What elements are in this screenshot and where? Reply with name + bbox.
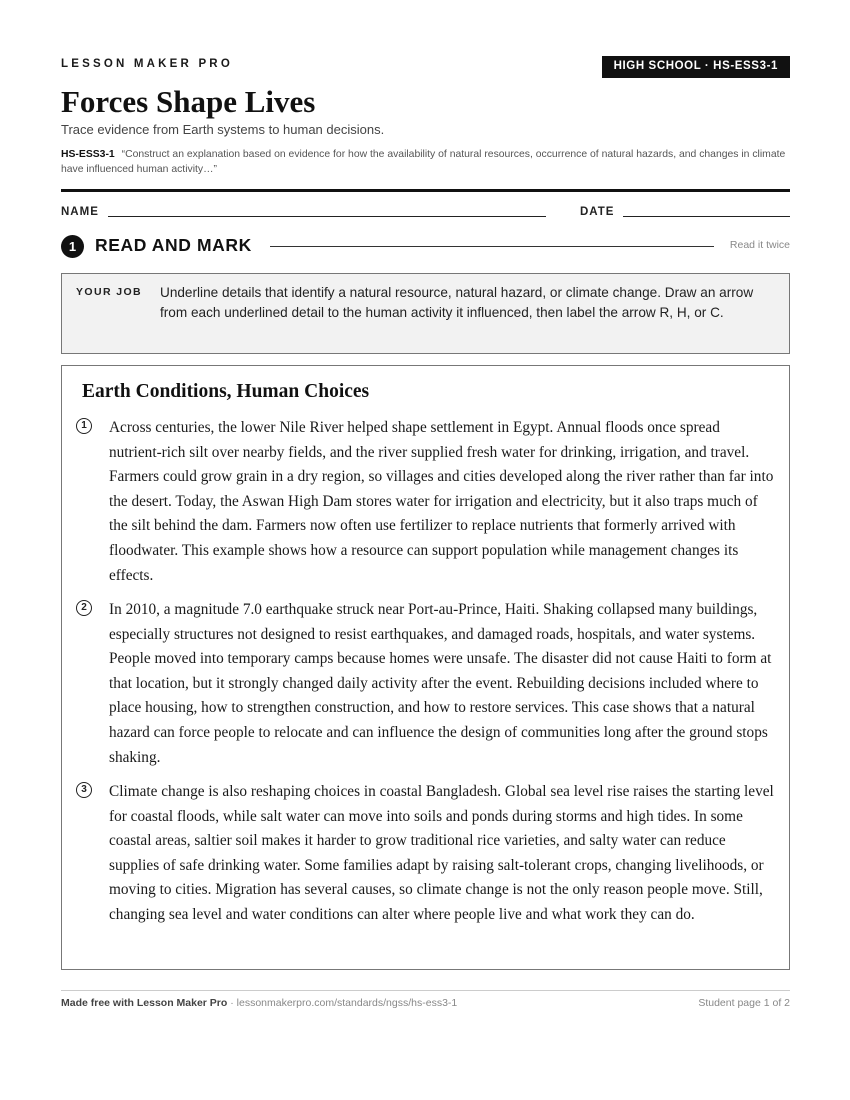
- worksheet-title: Forces Shape Lives: [61, 84, 316, 119]
- section-note: Read it twice: [729, 239, 790, 251]
- footer-url: · lessonmakerpro.com/standards/ngss/hs-ess3-1: [227, 997, 458, 1009]
- footer-credit: Made free with Lesson Maker Pro: [61, 997, 228, 1009]
- header-divider: [61, 189, 790, 192]
- step-number-badge: 1: [61, 235, 84, 258]
- standard-text: “Construct an explanation based on evidence for how the availability of natural resources, occurrence of natural hazards, and changes in climate have influenced human activity…”: [61, 149, 786, 175]
- standard-statement: [61, 147, 790, 177]
- student-info-fields: [61, 204, 790, 224]
- instructions-text: Underline details that identify a natural resource, natural hazard, or climate change. Draw an arrow from each underlined detail to the human activity it influenced, then label the arrow R, H, or C.: [160, 285, 754, 320]
- reading-title: Earth Conditions, Human Choices: [82, 381, 370, 402]
- instructions-label: YOUR JOB: [76, 286, 143, 298]
- section-title: READ AND MARK: [95, 235, 252, 255]
- brand-name: LESSON MAKER PRO: [61, 58, 233, 70]
- paragraph-text: In 2010, a magnitude 7.0 earthquake struck near Port-au-Prince, Haiti. Shaking collapsed many buildings, especially structures not designed to resist earthquakes, and damaged roads, hospitals, and water systems. People moved into temporary camps because homes were unsafe. The disaster did not cause Haiti to form at that location, but it strongly changed daily activity after the event. Rebuilding decisions included where to place housing, how to strengthen construction, and how to restore services. This case shows that a natural hazard can force people to relocate and can influence the design of communities long after the ground stops shaking.: [109, 601, 772, 766]
- standard-code: HS-ESS3-1: [61, 149, 115, 160]
- page-number: Student page 1 of 2: [698, 997, 790, 1009]
- instructions-box: [61, 273, 790, 354]
- top-bar: [61, 56, 790, 80]
- paragraph-number: 2: [76, 600, 92, 616]
- footer-divider: [61, 990, 790, 991]
- paragraph-number: 1: [76, 418, 92, 434]
- name-field[interactable]: [108, 216, 546, 217]
- name-label: NAME: [61, 206, 99, 218]
- paragraph-text: Across centuries, the lower Nile River helped shape settlement in Egypt. Annual floods once spread nutrient-rich silt over nearby fields, and the river supplied fresh water for drinking, irrigation, and travel. Farmers could grow grain in a dry region, so villages and cities developed along the river rather than far into the desert. Today, the Aswan High Dam stores water for irrigation and electricity, but it also traps much of the silt behind the dam. Farmers now often use fertilizer to replace nutrients that formerly arrived with floodwater. This example shows how a resource can support population while management changes its effects.: [109, 419, 774, 584]
- worksheet-subtitle: Trace evidence from Earth systems to human decisions.: [61, 122, 385, 137]
- reading-passage-box: [61, 365, 790, 970]
- paragraph-number: 3: [76, 782, 92, 798]
- paragraph-text: Climate change is also reshaping choices in coastal Bangladesh. Global sea level rise raises the starting level for coastal floods, while salt water can move into soils and ponds during storms and high tides. In some coastal areas, saltier soil makes it harder to grow traditional rice varieties, and salty water can reduce supplies of safe drinking water. Some families adapt by raising salt-tolerant crops, changing livelihoods, or moving to cities. Migration has several causes, so climate change is not the only reason people move. Still, changing sea level and water conditions can alter where people live and what work they can do.: [109, 783, 774, 923]
- section-header: [61, 234, 790, 260]
- date-field[interactable]: [623, 216, 790, 217]
- date-label: DATE: [580, 206, 615, 218]
- page-footer: [61, 997, 790, 1009]
- grade-standard-badge: HIGH SCHOOL · HS-ESS3-1: [602, 56, 790, 78]
- section-divider: [270, 246, 714, 247]
